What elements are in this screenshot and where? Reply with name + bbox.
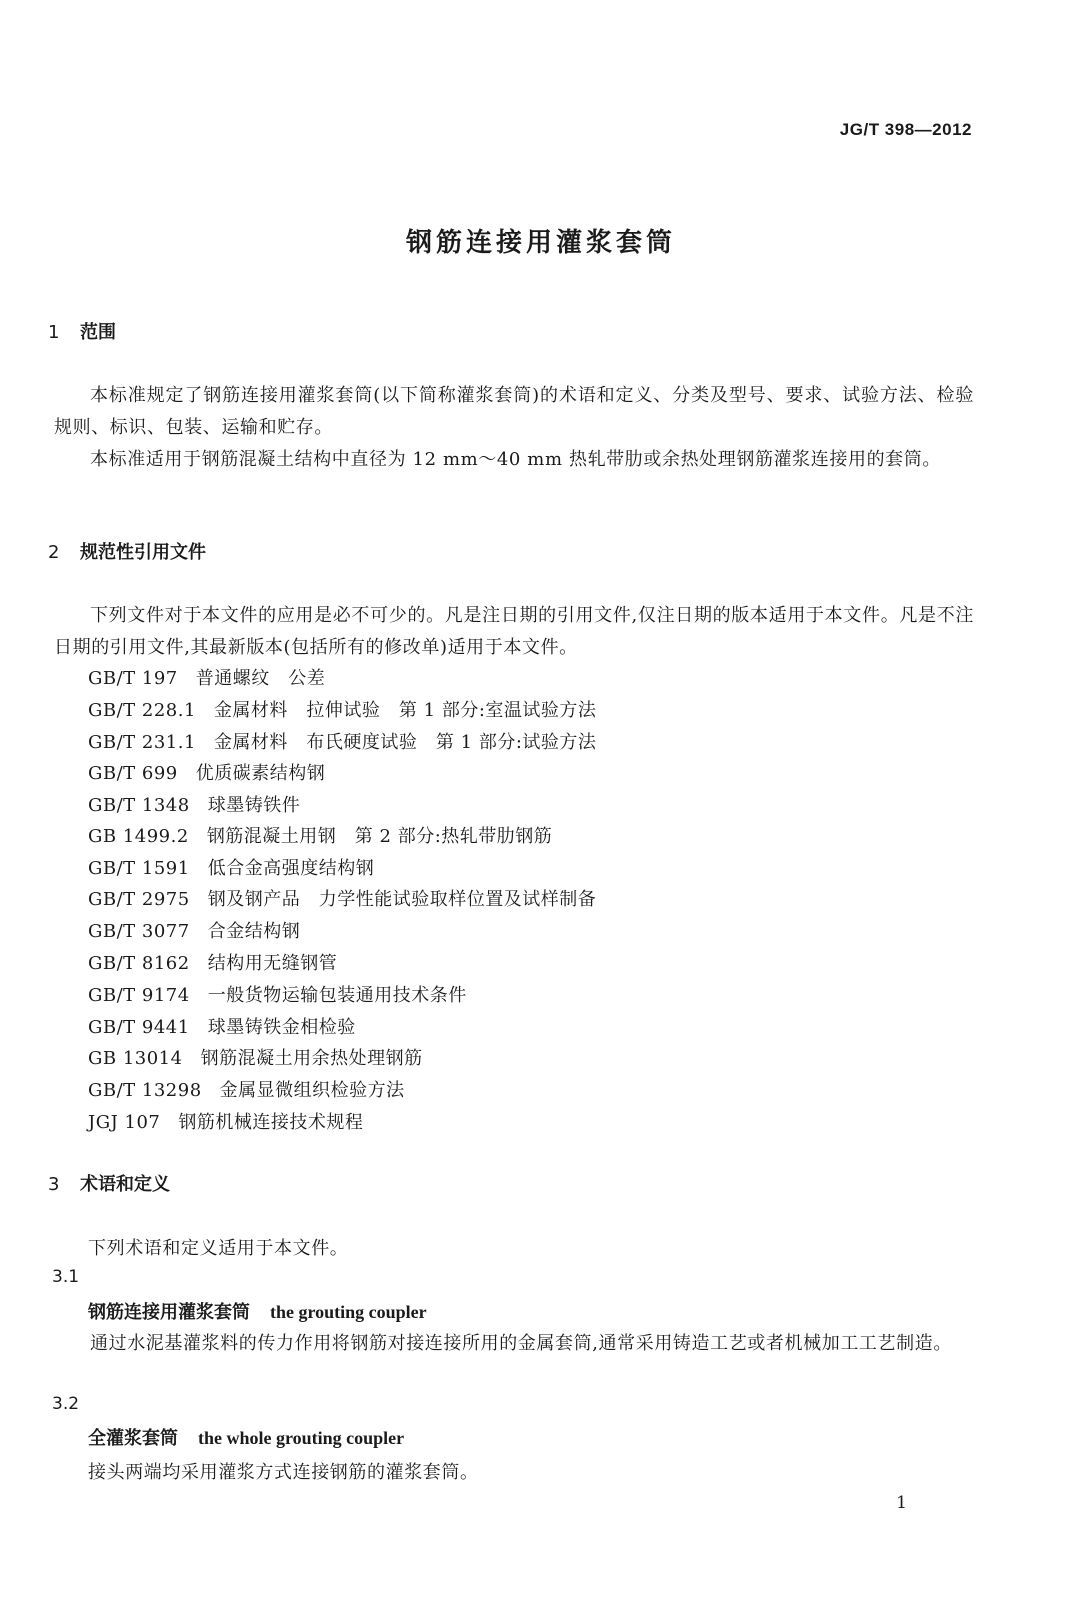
scope-paragraph-2: 本标准适用于钢筋混凝土结构中直径为 12 mm～40 mm 热轧带肋或余热处理钢筋灌浆连接用的套筒。 xyxy=(90,449,941,470)
terms-intro: 下列术语和定义适用于本文件。 xyxy=(88,1238,349,1259)
term-english: the whole grouting coupler xyxy=(198,1428,405,1448)
reference-item xyxy=(88,759,325,785)
reference-item xyxy=(88,854,374,880)
reference-title: 钢筋混凝土用余热处理钢筋 xyxy=(200,1048,423,1069)
reference-item xyxy=(88,1076,405,1102)
page-number: 1 xyxy=(896,1493,907,1513)
scope-paragraph-1: 本标准规定了钢筋连接用灌浆套筒(以下简称灌浆套筒)的术语和定义、分类及型号、要求、试验方法、检验规则、标识、包装、运输和贮存。 xyxy=(54,385,974,438)
reference-title: 球墨铸铁金相检验 xyxy=(207,1017,356,1038)
reference-code: GB/T 231.1 xyxy=(88,732,196,753)
reference-item xyxy=(88,885,596,911)
references-intro: 下列文件对于本文件的应用是必不可少的。凡是注日期的引用文件,仅注日期的版本适用于本文件。凡是不注日期的引用文件,其最新版本(包括所有的修改单)适用于本文件。 xyxy=(54,605,974,658)
document-title: 钢筋连接用灌浆套筒 xyxy=(405,228,676,258)
reference-item xyxy=(88,696,596,722)
reference-title: 钢筋机械连接技术规程 xyxy=(178,1112,364,1133)
section-heading-normative-references xyxy=(48,538,206,564)
term-heading xyxy=(88,1298,427,1324)
reference-title: 低合金高强度结构钢 xyxy=(207,858,375,879)
term-definition: 接头两端均采用灌浆方式连接钢筋的灌浆套筒。 xyxy=(88,1462,479,1483)
reference-item xyxy=(88,728,596,754)
reference-title: 金属材料 拉伸试验 第 1 部分:室温试验方法 xyxy=(213,700,597,721)
reference-code: GB/T 13298 xyxy=(88,1080,202,1101)
reference-title: 钢筋混凝土用钢 第 2 部分:热轧带肋钢筋 xyxy=(206,826,553,847)
section-title: 术语和定义 xyxy=(80,1174,170,1195)
term-definition: 通过水泥基灌浆料的传力作用将钢筋对接连接所用的金属套筒,通常采用铸造工艺或者机械加工工艺制造。 xyxy=(90,1333,952,1354)
section-heading-terms-definitions xyxy=(48,1170,170,1196)
reference-code: GB/T 9174 xyxy=(88,985,190,1006)
clause-number: 3.1 xyxy=(52,1267,80,1287)
reference-title: 结构用无缝钢管 xyxy=(207,953,338,974)
reference-item xyxy=(88,1108,363,1134)
reference-item xyxy=(88,791,300,817)
reference-code: GB/T 8162 xyxy=(88,953,190,974)
reference-code: GB/T 228.1 xyxy=(88,700,196,721)
section-title: 规范性引用文件 xyxy=(80,542,206,563)
section-heading-scope xyxy=(48,318,116,344)
reference-title: 合金结构钢 xyxy=(207,921,301,942)
section-title: 范围 xyxy=(80,322,116,343)
term-english: the grouting coupler xyxy=(270,1302,427,1322)
section-number: 1 xyxy=(48,322,60,343)
reference-title: 普通螺纹 公差 xyxy=(195,668,326,689)
clause-number: 3.2 xyxy=(52,1394,80,1414)
standard-code: JG/T 398—2012 xyxy=(839,120,972,139)
reference-code: GB 1499.2 xyxy=(88,826,189,847)
reference-code: GB/T 9441 xyxy=(88,1017,190,1038)
reference-item xyxy=(88,1013,356,1039)
reference-code: GB 13014 xyxy=(88,1048,183,1069)
reference-item xyxy=(88,1044,423,1070)
term-chinese: 全灌浆套筒 xyxy=(88,1428,178,1449)
reference-code: GB/T 2975 xyxy=(88,889,190,910)
section-number: 3 xyxy=(48,1174,60,1195)
term-chinese: 钢筋连接用灌浆套筒 xyxy=(88,1302,250,1323)
reference-code: GB/T 197 xyxy=(88,668,178,689)
reference-title: 球墨铸铁件 xyxy=(207,795,301,816)
reference-item xyxy=(88,822,552,848)
reference-item xyxy=(88,981,467,1007)
reference-code: GB/T 1348 xyxy=(88,795,190,816)
term-heading xyxy=(88,1424,404,1450)
reference-code: JGJ 107 xyxy=(88,1112,161,1133)
reference-code: GB/T 1591 xyxy=(88,858,190,879)
section-number: 2 xyxy=(48,542,60,563)
reference-item xyxy=(88,917,300,943)
reference-title: 金属显微组织检验方法 xyxy=(219,1080,405,1101)
reference-code: GB/T 3077 xyxy=(88,921,190,942)
reference-code: GB/T 699 xyxy=(88,763,178,784)
reference-item xyxy=(88,664,325,690)
reference-item xyxy=(88,949,337,975)
reference-title: 一般货物运输包装通用技术条件 xyxy=(207,985,467,1006)
reference-title: 金属材料 布氏硬度试验 第 1 部分:试验方法 xyxy=(213,732,597,753)
reference-title: 优质碳素结构钢 xyxy=(195,763,326,784)
reference-title: 钢及钢产品 力学性能试验取样位置及试样制备 xyxy=(207,889,597,910)
